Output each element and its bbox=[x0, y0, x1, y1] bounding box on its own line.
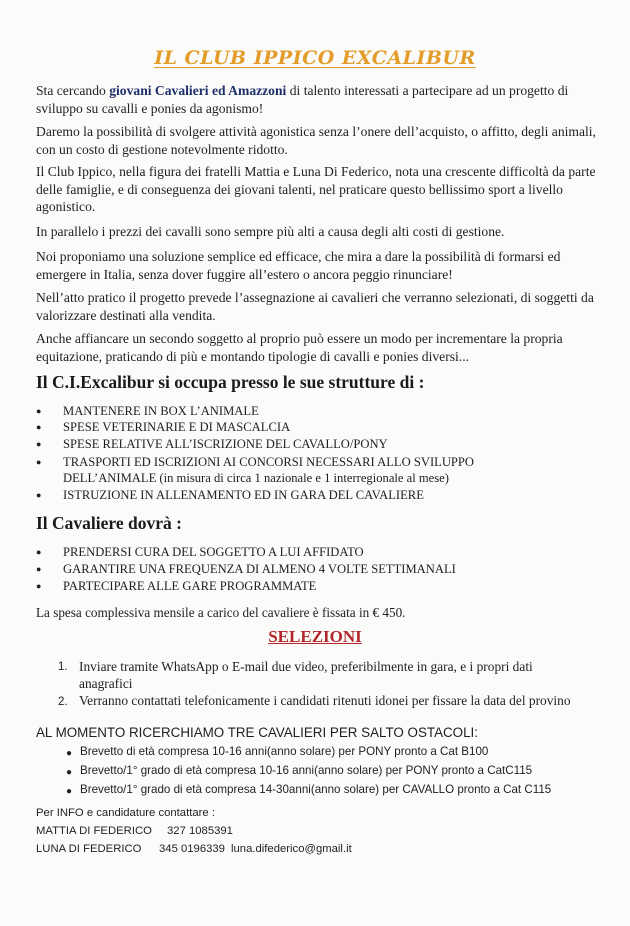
section2-heading: Il Cavaliere dovrà : bbox=[36, 513, 182, 533]
requirement-item: Brevetto/1° grado di età compresa 10-16 anni(anno solare) per PONY pronto a CatC115 bbox=[80, 764, 533, 777]
intro-paragraph bbox=[36, 82, 602, 117]
step-text: Inviare tramite WhatsApp o E-mail due video, preferibilmente in gara, e i propri dati anagrafici bbox=[79, 659, 533, 691]
intro-highlight: giovani Cavalieri ed Amazzoni bbox=[109, 83, 287, 98]
contacts-intro: Per INFO e candidature contattare : bbox=[36, 807, 215, 819]
bullet-icon: ● bbox=[66, 786, 73, 797]
intro-before: Sta cercando bbox=[36, 83, 110, 98]
bullet-icon: ● bbox=[36, 406, 42, 416]
paragraph-solution: Noi proponiamo una soluzione semplice ed efficace, che mira a dare la possibilità di formarsi ed emergere in Italia, senza dover fuggire all’estero o ancora peggio rinunciare! bbox=[36, 249, 561, 282]
bullet-icon: ● bbox=[36, 422, 42, 432]
bullet-icon: ● bbox=[36, 547, 42, 557]
bullet-icon: ● bbox=[66, 767, 73, 778]
paragraph-second-horse: Anche affiancare un secondo soggetto al proprio può essere un modo per incrementare la propria equitazione, praticando di più e montando tipologie di cavalli e ponies diversi... bbox=[36, 331, 563, 364]
bullet-icon: ● bbox=[66, 748, 73, 759]
bullet-icon: ● bbox=[36, 581, 42, 591]
page-title: IL CLUB IPPICO EXCALIBUR bbox=[154, 47, 476, 69]
contact-email: luna.difederico@gmail.it bbox=[231, 843, 352, 855]
search-line: AL MOMENTO RICERCHIAMO TRE CAVALIERI PER SALTO OSTACOLI: bbox=[36, 725, 478, 740]
intro-after: di talento interessati a partecipare ad un progetto di sviluppo su cavalli e ponies da agonismo! bbox=[36, 83, 569, 116]
paragraph-prices: In parallelo i prezzi dei cavalli sono sempre più alti a causa degli alti costi di gestione. bbox=[36, 224, 505, 239]
bullet-icon: ● bbox=[36, 490, 42, 500]
paragraph-project: Nell’atto pratico il progetto prevede l’assegnazione ai cavalieri che verranno selezionati, di soggetti da valorizzare destinati alla vendita. bbox=[36, 290, 594, 323]
flyer-page: IL CLUB IPPICO EXCALIBUR Sta cercando giovani Cavalieri ed Amazzoni di talento interessati a partecipare ad un progetto di sviluppo su cavalli e ponies da agonismo! Daremo la possibilità di svolgere attività agonistica senza l’onere dell’acquisto, o affitto, degli animali, con un costo di gestione notevolmente ridotto. Il Club Ippico, nella figura dei fratelli Mattia e Luna Di Federico, nota una crescente difficoltà da parte delle famiglie, e di conseguenza dei giovani talenti, nel praticare questo bellissimo sport a livello agonistico. In parallelo i prezzi dei cavalli sono sempre più alti a causa degli alti costi di gestione. Noi proponiamo una soluzione semplice ed efficace, che mira a dare la possibilità di formarsi ed emergere in Italia, senza dover fuggire all’estero o ancora peggio rinunciare! Nell’atto pratico il progetto prevede l’assegnazione ai cavalieri che verranno selezionati, di soggetti da valorizzare destinati alla vendita. Anche affiancare un secondo soggetto al proprio può essere un modo per incrementare la propria equitazione, praticando di più e montando tipologie di cavalli e ponies diversi... Il C.I.Excalibur si occupa presso le sue strutture di : ● MANTENERE IN BOX L’ANIMALE ● SPESE VETERINARIE E DI MASCALCIA ● SPESE RELATIVE ALL’ISCRIZIONE DEL CAVALLO/PONY ● TRASPORTI ED ISCRIZIONI AI CONCORSI NECESSARI ALLO SVILUPPO DELL’ANIMALE (in misura di circa 1 nazionale e 1 interregionale al mese) ● ISTRUZIONE IN ALLENAMENTO ED IN GARA DEL CAVALIERE Il Cavaliere dovrà : ● PRENDERSI CURA DEL SOGGETTO A LUI AFFIDATO ● GARANTIRE UNA FREQUENZA DI ALMENO 4 VOLTE SETTIMANALI ● PARTECIPARE ALLE GARE PROGRAMMATE La spesa complessiva mensile a carico del cavaliere è fissata in € 450. SELEZIONI 1. Inviare tramite WhatsApp o E-mail due video, preferibilmente in gara, e i propri dati anagrafici 2. Verranno contattati telefonicamente i candidati ritenuti idonei per fissare la data del provino AL MOMENTO RICERCHIAMO TRE CAVALIERI PER SALTO OSTACOLI: ● Brevetto di età compresa 10-16 anni(anno solare) per PONY pronto a Cat B100 ● Brevetto/1° grado di età compresa 10-16 anni(anno solare) per PONY pronto a CatC115 ● Brevetto/1° grado di età compresa 14-30anni(anno solare) per CAVALLO pronto a Cat C115 Per INFO e candidature contattare : MATTIA DI FEDERICO 327 1085391 LUNA DI FEDERICO 345 0196339 luna.difederico@gmail.it bbox=[0, 0, 630, 926]
bullet-icon: ● bbox=[36, 564, 42, 574]
requirement-item: Brevetto di età compresa 10-16 anni(anno solare) per PONY pronto a Cat B100 bbox=[80, 745, 489, 758]
contact-name: LUNA DI FEDERICO bbox=[36, 843, 142, 855]
contact-name: MATTIA DI FEDERICO bbox=[36, 825, 152, 837]
contact-phone: 345 0196339 bbox=[159, 843, 225, 855]
bullet-icon: ● bbox=[36, 457, 42, 467]
paragraph-offer: Daremo la possibilità di svolgere attività agonistica senza l’onere dell’acquisto, o affitto, degli animali, con un costo di gestione notevolmente ridotto. bbox=[36, 124, 596, 157]
section1-heading: Il C.I.Excalibur si occupa presso le sue strutture di : bbox=[36, 372, 425, 392]
paragraph-club: Il Club Ippico, nella figura dei fratelli Mattia e Luna Di Federico, nota una crescente difficoltà da parte delle famiglie, e di conseguenza dei giovani talenti, nel praticare questo bellissimo sport a livello agonistico. bbox=[36, 164, 596, 215]
step-number: 2. bbox=[58, 696, 68, 708]
step-text: Verranno contattati telefonicamente i candidati ritenuti idonei per fissare la data del provino bbox=[79, 693, 571, 708]
contact-phone: 327 1085391 bbox=[167, 825, 233, 837]
requirement-item: Brevetto/1° grado di età compresa 14-30anni(anno solare) per CAVALLO pronto a Cat C115 bbox=[80, 783, 552, 796]
bullet-icon: ● bbox=[36, 439, 42, 449]
step-number: 1. bbox=[58, 661, 68, 673]
monthly-cost: La spesa complessiva mensile a carico del cavaliere è fissata in € 450. bbox=[36, 605, 406, 620]
selezioni-heading: SELEZIONI bbox=[268, 627, 362, 646]
